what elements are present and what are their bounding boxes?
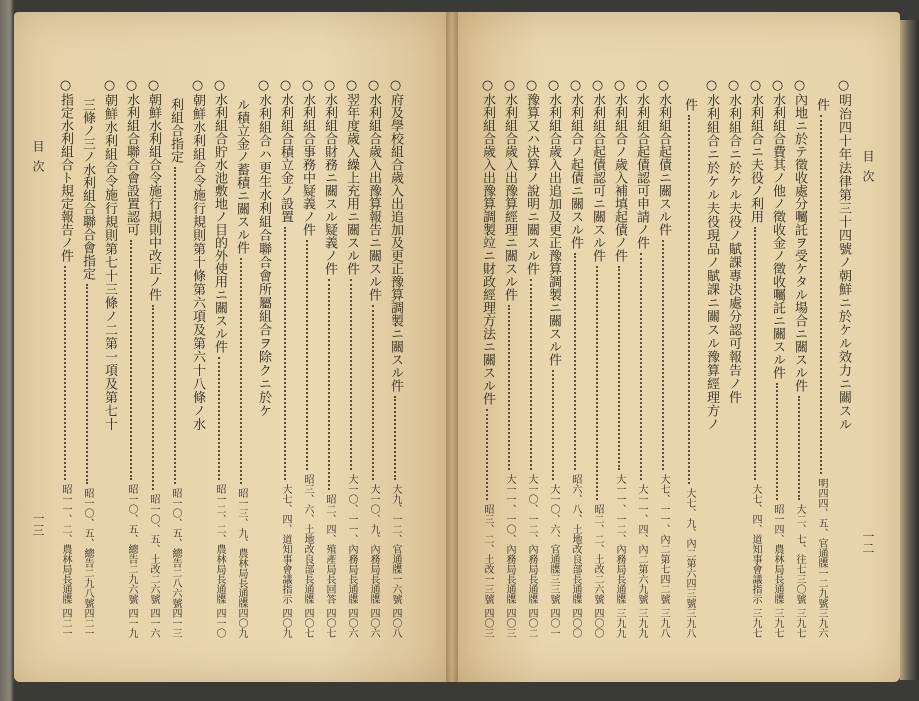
entry-title: ○水利組合聯合會設置認可 xyxy=(124,78,139,236)
toc-entry[interactable] xyxy=(520,78,542,638)
toc-entry[interactable] xyxy=(564,78,586,638)
entry-title: ○水利組合ニ於ケル夫役現品ノ賦課ニ關スル豫算經理方ノ xyxy=(704,78,719,431)
toc-entry[interactable] xyxy=(788,78,810,638)
entry-source: 昭六、八、土地改良部長通牒 xyxy=(570,474,581,604)
entry-page: 四〇六 xyxy=(368,608,379,638)
entry-title: ○水利組合財務ニ關スル疑義ノ件 xyxy=(322,78,337,275)
entry-source: 昭一二、二、農林局長通牒 xyxy=(214,484,225,604)
entry-page: 三九九 xyxy=(614,608,625,638)
book-edge xyxy=(900,20,919,680)
entry-source: 大七、四、道知事會議指示 xyxy=(750,484,761,604)
toc-entry-line[interactable] xyxy=(98,78,120,638)
toc-entry-line[interactable] xyxy=(186,78,208,638)
toc-entry[interactable] xyxy=(274,78,296,638)
dot-leader xyxy=(486,409,488,500)
entry-page: 三九七 xyxy=(750,608,761,638)
entry-source: 昭一四、農林局長通牒 xyxy=(772,504,783,604)
entry-source: 大一〇、九、內務局長通牒 xyxy=(368,484,379,604)
dot-leader xyxy=(284,227,286,480)
dot-leader xyxy=(662,240,664,470)
toc-entry[interactable] xyxy=(608,78,630,638)
toc-entry[interactable] xyxy=(542,78,564,638)
book-gutter xyxy=(446,12,458,682)
entry-page: 四〇七 xyxy=(324,608,335,638)
entry-title: ○朝鮮水利組合令施行規則第七十三條ノ二第一項及第七十 xyxy=(102,78,117,431)
dot-leader xyxy=(508,305,510,470)
entry-title: ○水利組合起債認可ニ關スル件 xyxy=(590,78,605,262)
dot-leader xyxy=(754,227,756,480)
entry-page: 四〇〇 xyxy=(570,608,581,638)
entry-title: ○水利組合ノ起債ニ關スル件 xyxy=(568,78,583,249)
entry-title: ○水利組合ノ歲入補填起債ノ件 xyxy=(612,78,627,262)
toc-entry-continuation[interactable] xyxy=(230,98,252,638)
entry-source: 昭一三、九、農林局長通牒 xyxy=(236,488,247,608)
entry-source: 昭一〇、五、總告二九六號 xyxy=(126,484,137,604)
toc-entry[interactable] xyxy=(586,78,608,638)
entry-title: ○翌年度歲入繰上充用ニ關スル件 xyxy=(344,78,359,275)
toc-entry[interactable] xyxy=(744,78,766,638)
entry-page: 四〇七 xyxy=(302,608,313,638)
entry-page: 四〇三 xyxy=(482,608,493,638)
left-page-header: 目次 xyxy=(31,140,45,180)
entry-page: 四〇二 xyxy=(526,608,537,638)
toc-entry-continuation[interactable] xyxy=(76,98,98,638)
left-page-number: 一三 xyxy=(31,512,45,536)
dot-leader xyxy=(174,167,176,484)
dot-leader xyxy=(640,253,642,480)
entry-page: 四一三 xyxy=(170,608,181,638)
toc-entry[interactable] xyxy=(498,78,520,638)
entry-page: 三九六 xyxy=(816,608,827,638)
dot-leader xyxy=(596,266,598,500)
dot-leader xyxy=(688,115,690,484)
dot-leader xyxy=(240,258,242,484)
entry-title: ○水利組合費其ノ他ノ徵收金ノ徵收囑託ニ關スル件 xyxy=(770,78,785,379)
entry-source: 昭三、六、土地改良部長通牒 xyxy=(302,474,313,604)
right-page-header: 目次 xyxy=(861,150,875,190)
entry-source: 大七、九、內二第六四三號 xyxy=(684,488,695,608)
entry-source: 大七、一一、內二第七四二號 xyxy=(658,474,669,604)
dot-leader xyxy=(394,396,396,480)
entry-source: 昭二、四、殖產局長回答 xyxy=(324,494,335,604)
entry-title: ○朝鮮水利組合令施行規則中改正ノ件 xyxy=(146,78,161,301)
dot-leader xyxy=(64,266,66,480)
entry-title: 件 xyxy=(814,98,829,111)
entry-page: 四〇六 xyxy=(346,608,357,638)
toc-entry[interactable] xyxy=(296,78,318,638)
entry-source: 昭一〇、五、總告二九八號 xyxy=(82,488,93,608)
entry-title: ○豫算又ハ決算ノ說明ニ關スル件 xyxy=(524,78,539,275)
entry-page: 四一〇 xyxy=(214,608,225,638)
dot-leader xyxy=(372,305,374,480)
toc-entry-continuation[interactable] xyxy=(678,98,700,638)
entry-source: 大一〇、一二、內務局長通牒 xyxy=(526,474,537,604)
dot-leader xyxy=(574,253,576,470)
entry-title: ○明治四十年法律第三十四號ノ朝鮮ニ於ケル效力ニ關スル xyxy=(836,78,851,431)
toc-entry[interactable] xyxy=(630,78,652,638)
toc-entry[interactable] xyxy=(766,78,788,638)
entry-source: 大七、四、道知事會議指示 xyxy=(280,484,291,604)
entry-title: ○水利組合貯水池敷地ノ目的外使用ニ關スル件 xyxy=(212,78,227,353)
entry-page: 四〇一 xyxy=(548,608,559,638)
toc-entry-line[interactable] xyxy=(252,78,274,638)
toc-entry[interactable] xyxy=(652,78,674,638)
dot-leader xyxy=(530,279,532,470)
entry-page: 三九九 xyxy=(636,608,647,638)
toc-entry-continuation[interactable] xyxy=(810,98,832,638)
entry-source: 大二、七、往七三〇號 xyxy=(794,504,805,604)
right-page-number: 一二 xyxy=(861,530,875,554)
entry-title: ○水利組合ニ夫役ノ利用 xyxy=(748,78,763,223)
toc-entry[interactable] xyxy=(54,78,76,638)
entry-page: 三九八 xyxy=(684,608,695,638)
entry-title: 件 xyxy=(682,98,697,111)
dot-leader xyxy=(328,279,330,490)
entry-page: 四一九 xyxy=(126,608,137,638)
dot-leader xyxy=(798,396,800,500)
entry-page: 四〇九 xyxy=(280,608,291,638)
entry-title: ○水利組合ハ更生水利組合聯合會所屬組合ヲ除クニ於ケ xyxy=(256,78,271,418)
toc-entry[interactable] xyxy=(120,78,142,638)
toc-entry[interactable] xyxy=(340,78,362,638)
toc-entry[interactable] xyxy=(208,78,230,638)
toc-entry-continuation[interactable] xyxy=(164,98,186,638)
entry-page: 四〇〇 xyxy=(592,608,603,638)
toc-entry-line[interactable] xyxy=(832,78,854,638)
dot-leader xyxy=(776,383,778,500)
toc-entry[interactable] xyxy=(318,78,340,638)
entry-title: ○水利組合事務中疑義ノ件 xyxy=(300,78,315,236)
dot-leader xyxy=(618,266,620,470)
entry-title: ○水利組合ニ於ケル夫役ノ賦課專決處分認可報告ノ件 xyxy=(726,78,741,404)
entry-page: 四〇三 xyxy=(504,608,515,638)
entry-title: ○內地ニ於テ徵收處分囑託ヲ受ケタル場合ニ關スル件 xyxy=(792,78,807,392)
entry-title: ○水利組合積立金ノ設置 xyxy=(278,78,293,223)
entry-source: 昭二、二、土改二六號 xyxy=(592,504,603,604)
dot-leader xyxy=(306,240,308,470)
dot-leader xyxy=(218,357,220,480)
entry-source: 明四四、五、官通牒一二九號 xyxy=(816,478,827,608)
entry-source: 大一一、四、內二第六九號 xyxy=(636,484,647,604)
toc-entry-line[interactable] xyxy=(700,78,722,638)
entry-title: ○朝鮮水利組合令施行規則第十條第六項及第六十八條ノ水 xyxy=(190,78,205,431)
dot-leader xyxy=(152,305,154,490)
entry-source: 昭一〇、五、總告二八六號 xyxy=(170,488,181,608)
entry-page: 三九七 xyxy=(772,608,783,638)
entry-title: ○水利組合歲入出豫算報告ニ關スル件 xyxy=(366,78,381,301)
dot-leader xyxy=(86,284,88,484)
entry-page: 四二一 xyxy=(82,608,93,638)
entry-source: 大一〇、一一、內務局長通牒 xyxy=(346,474,357,604)
entry-source: 大一一、一二、內務局長通牒 xyxy=(614,474,625,604)
entry-page: 三九八 xyxy=(658,608,669,638)
entry-page: 四〇八 xyxy=(390,608,401,638)
toc-entry[interactable] xyxy=(362,78,384,638)
dot-leader xyxy=(552,370,554,480)
dot-leader xyxy=(130,240,132,480)
entry-source: 大一〇、六、官通牒三三號 xyxy=(548,484,559,604)
entry-title: ○水利組合起債認可申請ノ件 xyxy=(634,78,649,249)
toc-entry-line[interactable] xyxy=(722,78,744,638)
entry-source: 大一一、一〇、內務局長通牒 xyxy=(504,474,515,604)
entry-source: 昭三、二、土改一三號 xyxy=(482,504,493,604)
entry-title: ○水利組合歲入出豫算經理ニ關スル件 xyxy=(502,78,517,301)
entry-title: ○水利組合歲入出追加及更正豫算調製ニ關スル件 xyxy=(546,78,561,366)
entry-page: 四二一 xyxy=(60,608,71,638)
entry-title: 三條ノ三ノ水利組合聯合會指定 xyxy=(80,98,95,280)
entry-source: 昭一〇、五、土改二六號 xyxy=(148,494,159,604)
entry-page: 三九七 xyxy=(794,608,805,638)
entry-title: ○水利組合起債ニ關スル件 xyxy=(656,78,671,236)
entry-source: 昭一一、二、農林局長通牒 xyxy=(60,484,71,604)
toc-entry[interactable] xyxy=(384,78,406,638)
entry-title: ○水利組合歲入出豫算調製竝ニ財政經理方法ニ關スル件 xyxy=(480,78,495,405)
toc-entry[interactable] xyxy=(476,78,498,638)
entry-title: ○指定水利組合ト規定報告ノ件 xyxy=(58,78,73,262)
dot-leader xyxy=(350,279,352,470)
entry-source: 大九、一二、官通牒一六號 xyxy=(390,484,401,604)
entry-page: 四一六 xyxy=(148,608,159,638)
toc-entry[interactable] xyxy=(142,78,164,638)
entry-title: 利組合指定 xyxy=(168,98,183,163)
dot-leader xyxy=(820,115,822,474)
entry-page: 四〇九 xyxy=(236,608,247,638)
entry-title: ○府及學校組合歲入出追加及更正豫算調製ニ關スル件 xyxy=(388,78,403,392)
entry-title: ル積立金ノ蓄積ニ關スル件 xyxy=(234,98,249,254)
